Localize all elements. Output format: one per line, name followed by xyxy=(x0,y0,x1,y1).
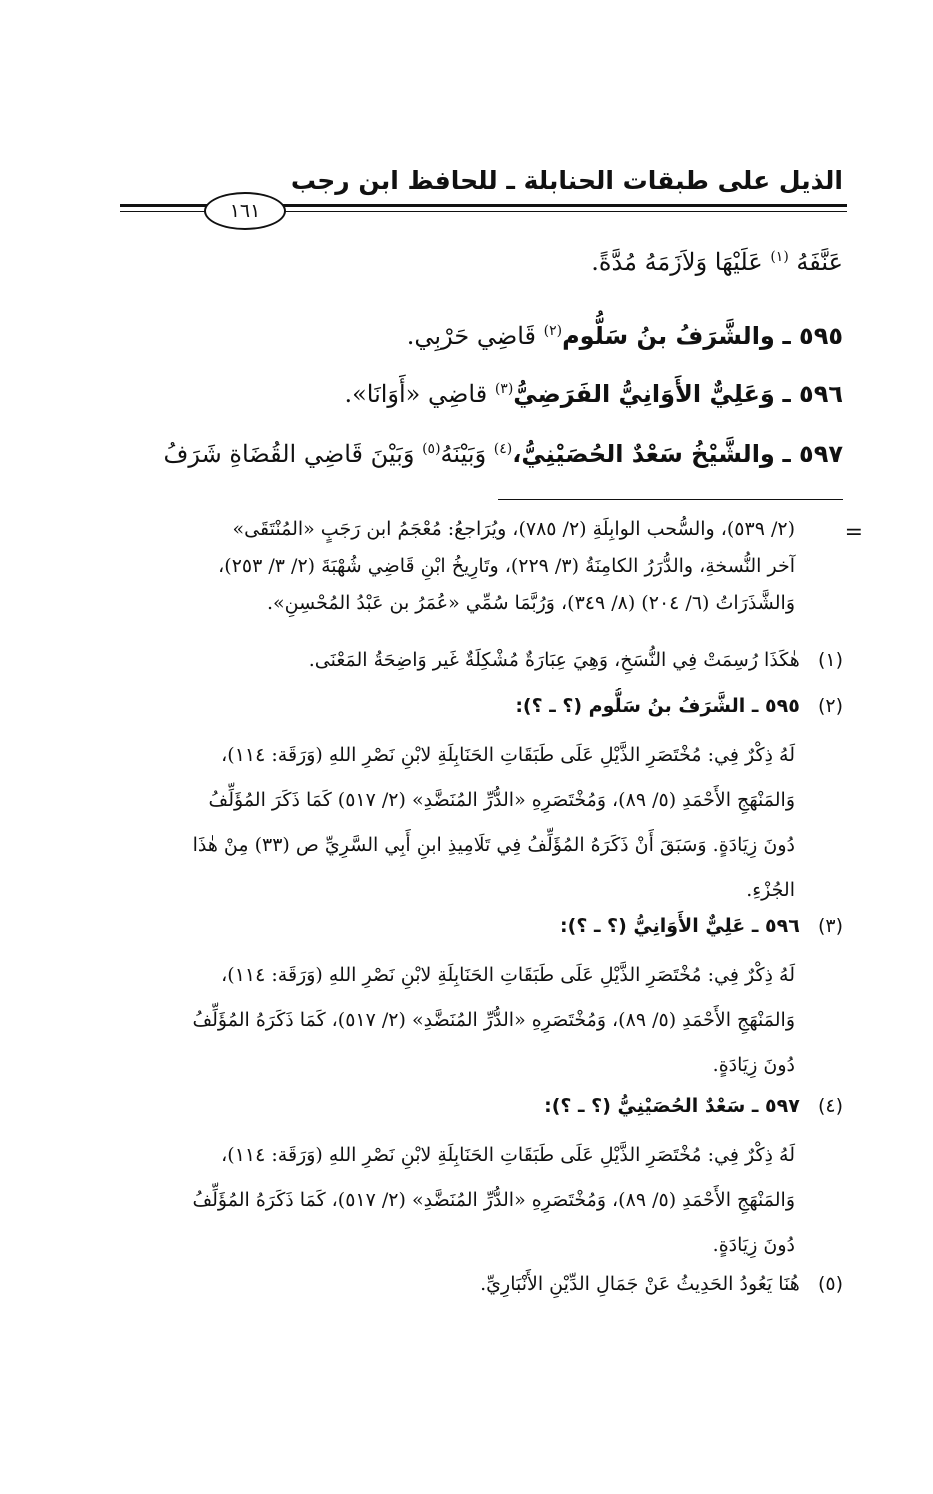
footnote-line: الجُزْءِ. xyxy=(746,879,795,901)
footnote-continuation xyxy=(83,511,843,622)
entry-number: ٥٩٧ ـ xyxy=(782,440,843,468)
footnote-line: لَهُ ذِكْرٌ فِي: مُخْتَصَرِ الذَّيْلِ عَلَى طَبَقَاتِ الحَنَابِلَةِ لابْنِ نَصْرِ اللهِ (وَرَقَة: ١١٤)، xyxy=(221,744,795,766)
footnote-5 xyxy=(83,1266,843,1303)
footnote-heading: ٥٩٧ ـ سَعْدٌ الحُصَيْنِيُّ (؟ ـ ؟): xyxy=(544,1095,800,1117)
footnote-3 xyxy=(83,908,843,1084)
footnote-line: آخر النُّسخةِ، والدُّرَرُ الكامِنَةُ (٣/ ٢٢٩)، وتَارِيخُ ابْنِ قَاضِي شُهْبَةَ (٢/ ٣/ ٢٥٣)، xyxy=(218,555,795,577)
footnote-line: وَالمَنْهَجِ الأَحْمَدِ (٥/ ٨٩)، وَمُخْتَصَرِهِ «الدُّرِّ المُنَضَّدِ» (٢/ ٥١٧) كَمَا ذَكَرَ المُؤَلِّفُ xyxy=(208,789,795,811)
footnote-heading: ٥٩٦ ـ عَلِيٌّ الأَوَانِيُّ (؟ ـ ؟): xyxy=(560,915,800,937)
main-text-word: عَنَّفَهُ xyxy=(796,248,843,276)
footnote-line: دُونَ زِيَادَةٍ. xyxy=(712,1054,795,1076)
footnote-line: لَهُ ذِكْرٌ فِي: مُخْتَصَرِ الذَّيْلِ عَلَى طَبَقَاتِ الحَنَابِلَةِ لابْنِ نَصْرِ اللهِ (وَرَقَة: ١١٤)، xyxy=(221,1144,795,1166)
entry-name: والشَّرَفُ بنُ سَلُّوم xyxy=(562,322,775,350)
footnote-marker: (٢) xyxy=(817,695,843,717)
footnote-ref-4: (٤) xyxy=(493,441,513,457)
footnote-2 xyxy=(83,688,843,909)
footnote-marker: (١) xyxy=(817,649,843,671)
entry-number: ٥٩٥ ـ xyxy=(782,322,843,350)
footnote-ref-1: (١) xyxy=(770,249,789,265)
entry-595 xyxy=(407,322,843,350)
entry-description: قَاضِي حَرْبِي. xyxy=(406,322,536,350)
footnote-text: هُنَا يَعُودُ الحَدِيثُ عَنْ جَمَالِ الدِّيْنِ الأَنْبَارِيِّ. xyxy=(480,1273,800,1295)
footnote-line xyxy=(83,1266,843,1303)
footnote-text: هٰكَذَا رُسِمَتْ فِي النُّسَخِ، وَهِيَ عِبَارَةٌ مُشْكِلَةٌ غَير وَاضِحَةُ المَعْنَى. xyxy=(308,649,800,671)
footnote-line xyxy=(83,642,843,679)
footnote-marker: (٤) xyxy=(817,1095,843,1117)
footnote-heading-line xyxy=(83,688,843,725)
continuation-mark: = xyxy=(844,520,863,545)
footnote-1 xyxy=(83,642,843,679)
entry-597 xyxy=(164,440,843,468)
entry-name: والشَّيْخُ سَعْدٌ الحُصَيْنِيُّ، xyxy=(512,440,775,468)
footnote-separator xyxy=(498,499,843,500)
footnote-marker: (٥) xyxy=(817,1273,843,1295)
entry-description: قاضِي «أَوَانَا». xyxy=(344,380,488,408)
footnote-line: وَالمَنْهَجِ الأَحْمَدِ (٥/ ٨٩)، وَمُخْتَصَرِهِ «الدُّرِّ المُنَضَّدِ» (٢/ ٥١٧)، كَمَا ذَكَرَهُ المُؤَلِّفُ xyxy=(192,1009,795,1031)
footnote-heading: ٥٩٥ ـ الشَّرَفُ بنُ سَلُّوم (؟ ـ ؟): xyxy=(515,695,800,717)
footnote-heading-line xyxy=(83,908,843,945)
main-text-line-1 xyxy=(591,248,843,276)
footnote-line: (٢/ ٥٣٩)، والسُّحب الوابِلَةِ (٢/ ٧٨٥)، ويُرَاجعُ: مُعْجَمُ ابن رَجَبٍ «المُنْتَقَى» xyxy=(232,518,795,540)
entry-description: وَبَيْنَ قَاضِي القُضَاةِ شَرَفُ xyxy=(163,440,415,468)
footnote-heading-line xyxy=(83,1088,843,1125)
entry-text: وَبَيْنَهُ xyxy=(440,440,487,468)
footnote-4 xyxy=(83,1088,843,1264)
footnote-line: دُونَ زِيَادَةٍ. وَسَبَقَ أَنْ ذَكَرَهُ المُؤَلِّفُ فِي تَلَامِيذِ ابنِ أَبِي السَّرِيِّ ص (٣٣) مِنْ هٰذَا xyxy=(192,834,795,856)
entry-596 xyxy=(344,380,843,408)
footnote-ref-3: (٣) xyxy=(494,381,514,397)
footnote-line: وَالمَنْهَجِ الأَحْمَدِ (٥/ ٨٩)، وَمُخْتَصَرِهِ «الدُّرِّ المُنَضَّدِ» (٢/ ٥١٧)، كَمَا ذَكَرَهُ المُؤَلِّفُ xyxy=(192,1189,795,1211)
page-number: ١٦١ xyxy=(204,192,286,230)
footnote-line: دُونَ زِيَادَةٍ. xyxy=(712,1234,795,1256)
entry-number: ٥٩٦ ـ xyxy=(782,380,843,408)
running-header-title: الذيل على طبقات الحنابلة ـ للحافظ ابن رجب xyxy=(290,166,843,195)
footnote-marker: (٣) xyxy=(817,915,843,937)
main-text-rest: عَلَيْهَا وَلاَزَمَهُ مُدَّةً. xyxy=(591,248,763,276)
footnote-ref-5: (٥) xyxy=(422,441,441,457)
footnote-line: وَالشَّذَرَاتُ (٦/ ٢٠٤) (٨/ ٣٤٩)، وَرُبَّمَا سُمِّي «عُمَرُ بن عَبْدُ المُحْسِنِ». xyxy=(267,592,795,614)
footnote-ref-2: (٢) xyxy=(543,323,563,339)
entry-name: وَعَلِيٌّ الأَوَانِيُّ الفَرَضِيُّ xyxy=(513,380,775,408)
footnote-line: لَهُ ذِكْرٌ فِي: مُخْتَصَرِ الذَّيْلِ عَلَى طَبَقَاتِ الحَنَابِلَةِ لابْنِ نَصْرِ اللهِ (وَرَقَة: ١١٤)، xyxy=(221,964,795,986)
